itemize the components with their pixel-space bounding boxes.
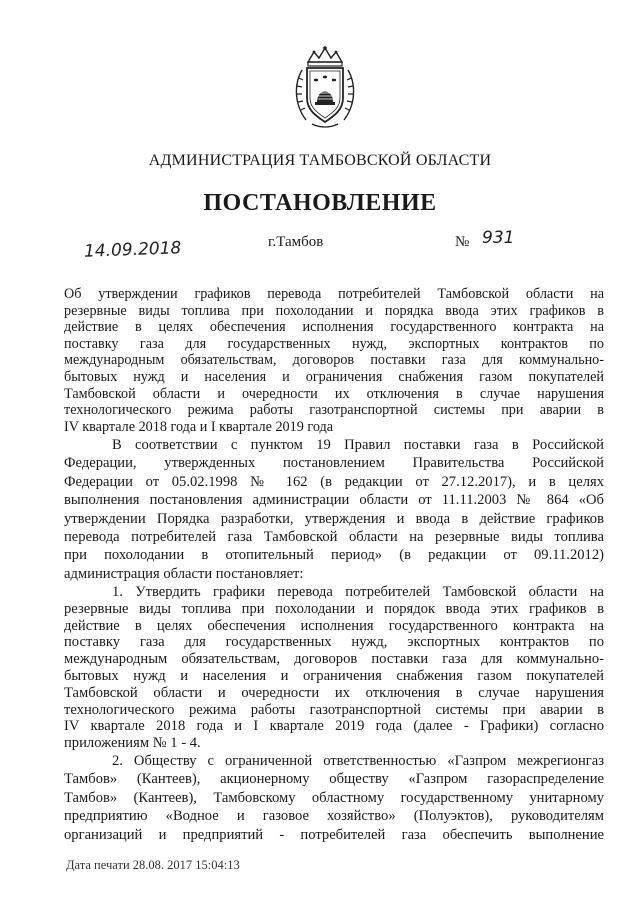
document-type-title: ПОСТАНОВЛЕНИЕ: [203, 190, 437, 216]
item-1-line: резервные виды топлива при похолодании и порядок ввода этих графиков в: [64, 600, 604, 617]
city-label: г.Тамбов: [268, 234, 324, 250]
subject-line: международным обязательствам, договоров поставки газа для коммунально-: [64, 352, 604, 369]
item-2-line: 2. Обществу с ограниченной ответственностью «Газпром межрегионгаз: [112, 753, 604, 769]
item-1-line: 1. Утвердить графики перевода потребителей Тамбовской области на: [112, 584, 604, 600]
item-1-line: Тамбовской области и очередности их отключения в случае нарушения: [64, 684, 604, 701]
item-2-line: предприятию «Водное и газовое хозяйство» (Полуэктов), руководителям: [64, 808, 604, 825]
handwritten-number: 931: [482, 228, 515, 248]
item-2-line: Тамбов» (Кантеев), Тамбовскому областному государственному унитарному: [64, 789, 604, 806]
item-1-line: бытовых нужд и населения и ограничения снабжения газом покупателей: [64, 667, 604, 684]
preamble-line: В соответствии с пунктом 19 Правил поставки газа в Российской: [112, 437, 604, 453]
item-1-line: приложениям № 1 - 4.: [64, 735, 201, 752]
preamble-line: администрация области постановляет:: [64, 565, 304, 582]
preamble-line: перевода потребителей газа Тамбовской области на резервные виды топлива: [64, 528, 604, 545]
handwritten-date: 14.09.2018: [83, 238, 182, 262]
preamble-line: при похолодании в отопительный период» (в редакции от 09.11.2012): [64, 547, 604, 564]
item-2-line: организаций и предприятий - потребителей газа обеспечить выполнение: [64, 826, 604, 843]
preamble-block: [64, 436, 604, 583]
item-1-line: поставку газа для государственных нужд, экспортных контрактов по: [64, 634, 604, 651]
subject-line: действие в целях обеспечения исполнения государственного контракта на: [64, 319, 604, 336]
preamble-line: утверждении Порядка разработки, утверждения и ввода в действие графиков: [64, 510, 604, 527]
subject-block: [64, 286, 604, 435]
organization-name: АДМИНИСТРАЦИЯ ТАМБОВСКОЙ ОБЛАСТИ: [148, 152, 492, 169]
preamble-line: Федерации от 05.02.1998 № 162 (в редакции от 27.12.2017), и в целях: [64, 473, 604, 490]
item-1-line: действие в целях обеспечения исполнения государственного контракта на: [64, 617, 604, 634]
subject-line: IV квартале 2018 года и I квартале 2019 года: [64, 418, 334, 435]
item-1-line: технологического режима работы газотранспортной системы при аварии в: [64, 701, 604, 718]
subject-line: резервные виды топлива при похолодании и порядка ввода этих графиков в: [64, 302, 604, 319]
subject-line: Об утверждении графиков перевода потребителей Тамбовской области на: [64, 286, 604, 302]
print-date-footer: Дата печати 28.08. 2017 15:04:13: [66, 858, 240, 872]
number-label: №: [455, 234, 470, 250]
subject-line: технологического режима работы газотранспортной системы при аварии в: [64, 402, 604, 419]
subject-line: бытовых нужд и населения и ограничения снабжения газом покупателей: [64, 368, 604, 385]
subject-line: поставку газа для государственных нужд, экспортных контрактов по: [64, 335, 604, 352]
item-2-block: [64, 752, 604, 844]
coat-of-arms-icon: [292, 44, 358, 130]
item-1-line: IV квартале 2018 года и I квартале 2019 года (далее - Графики) согласно: [64, 718, 604, 735]
subject-line: Тамбовской области и очередности их отключения в случае нарушения: [64, 385, 604, 402]
item-2-line: Тамбов» (Кантеев), акционерному обществу «Газпром газораспределение: [64, 771, 604, 788]
preamble-line: выполнения постановления администрации области от 11.11.2003 № 864 «Об: [64, 492, 604, 509]
preamble-line: Федерации, утвержденных постановлением Правительства Российской: [64, 455, 604, 472]
item-1-line: международным обязательствам, договоров поставки газа для коммунально-: [64, 651, 604, 668]
item-1-block: [64, 584, 604, 752]
